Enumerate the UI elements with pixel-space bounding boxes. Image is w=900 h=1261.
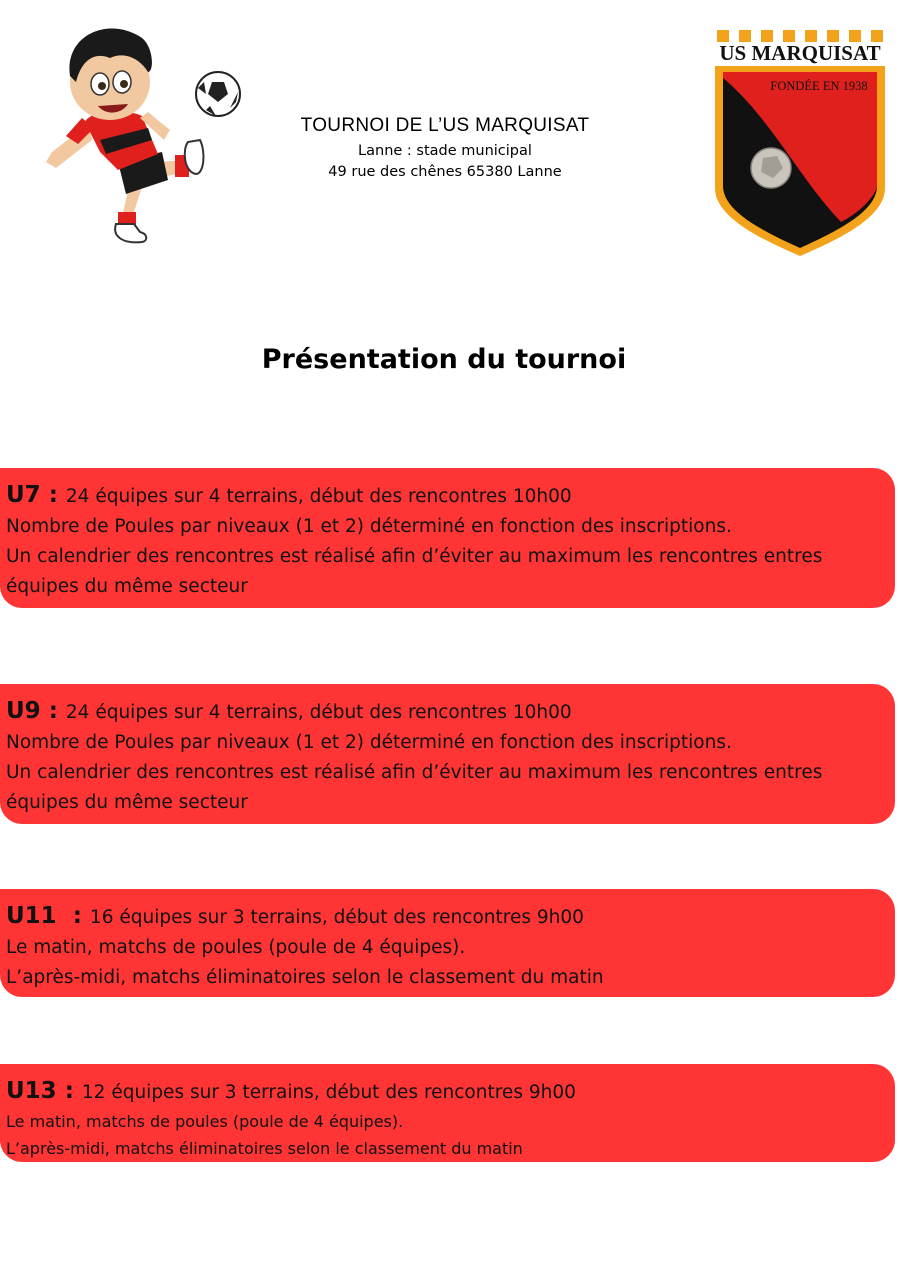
section-label: U11 — [6, 903, 57, 929]
section-label: U13 — [6, 1078, 57, 1104]
page-title: Présentation du tournoi — [261, 344, 627, 375]
header-address-line-2: 49 rue des chênes 65380 Lanne — [328, 164, 562, 180]
section-line: Le matin, matchs de poules (poule de 4 équipes). — [6, 1112, 404, 1131]
section-line: Nombre de Poules par niveaux (1 et 2) déterminé en fonction des inscriptions. — [6, 732, 732, 753]
section-line: L’après-midi, matchs éliminatoires selon le classement du matin — [6, 967, 604, 988]
section-line: 24 équipes sur 4 terrains, début des rencontres 10h00 — [65, 486, 572, 507]
kid-footballer-illustration — [30, 12, 245, 252]
section-line: L’après-midi, matchs éliminatoires selon le classement du matin — [6, 1139, 523, 1158]
header-title: TOURNOI DE L’US MARQUISAT — [300, 115, 590, 136]
section-u11: U11 : 16 équipes sur 3 terrains, début des rencontres 9h00 Le matin, matchs de poules (poule de 4 équipes). L’après-midi, matchs éliminatoires selon le classement du matin — [0, 889, 895, 997]
section-label: U9 — [6, 698, 41, 724]
section-u9: U9 : 24 équipes sur 4 terrains, début des rencontres 10h00 Nombre de Poules par niveaux (1 et 2) déterminé en fonction des inscriptions. Un calendrier des rencontres est réalisé afin d’éviter au maximum les rencontres entres équipes du même secteur — [0, 684, 895, 824]
section-line: Un calendrier des rencontres est réalisé afin d’éviter au maximum les rencontres entres — [6, 546, 823, 567]
section-line: Un calendrier des rencontres est réalisé afin d’éviter au maximum les rencontres entres — [6, 762, 823, 783]
crest-founded: FONDÉE EN 1938 — [770, 79, 868, 93]
section-line: équipes du même secteur — [6, 792, 248, 813]
club-crest-logo — [707, 28, 893, 260]
section-u13: U13 : 12 équipes sur 3 terrains, début des rencontres 9h00 Le matin, matchs de poules (poule de 4 équipes). L’après-midi, matchs éliminatoires selon le classement du matin — [0, 1064, 895, 1162]
section-line: Le matin, matchs de poules (poule de 4 équipes). — [6, 937, 466, 958]
section-line: 16 équipes sur 3 terrains, début des rencontres 9h00 — [89, 907, 584, 928]
section-line: 12 équipes sur 3 terrains, début des rencontres 9h00 — [81, 1082, 576, 1103]
crest-name: US MARQUISAT — [719, 41, 881, 65]
section-u7: U7 : 24 équipes sur 4 terrains, début des rencontres 10h00 Nombre de Poules par niveaux (1 et 2) déterminé en fonction des inscriptions. Un calendrier des rencontres est réalisé afin d’éviter au maximum les rencontres entres équipes du même secteur — [0, 468, 895, 608]
section-line: 24 équipes sur 4 terrains, début des rencontres 10h00 — [65, 702, 572, 723]
section-line: Nombre de Poules par niveaux (1 et 2) déterminé en fonction des inscriptions. — [6, 516, 732, 537]
section-line: équipes du même secteur — [6, 576, 248, 597]
header — [250, 115, 640, 180]
section-label: U7 — [6, 482, 41, 508]
header-address-line-1: Lanne : stade municipal — [358, 143, 532, 159]
